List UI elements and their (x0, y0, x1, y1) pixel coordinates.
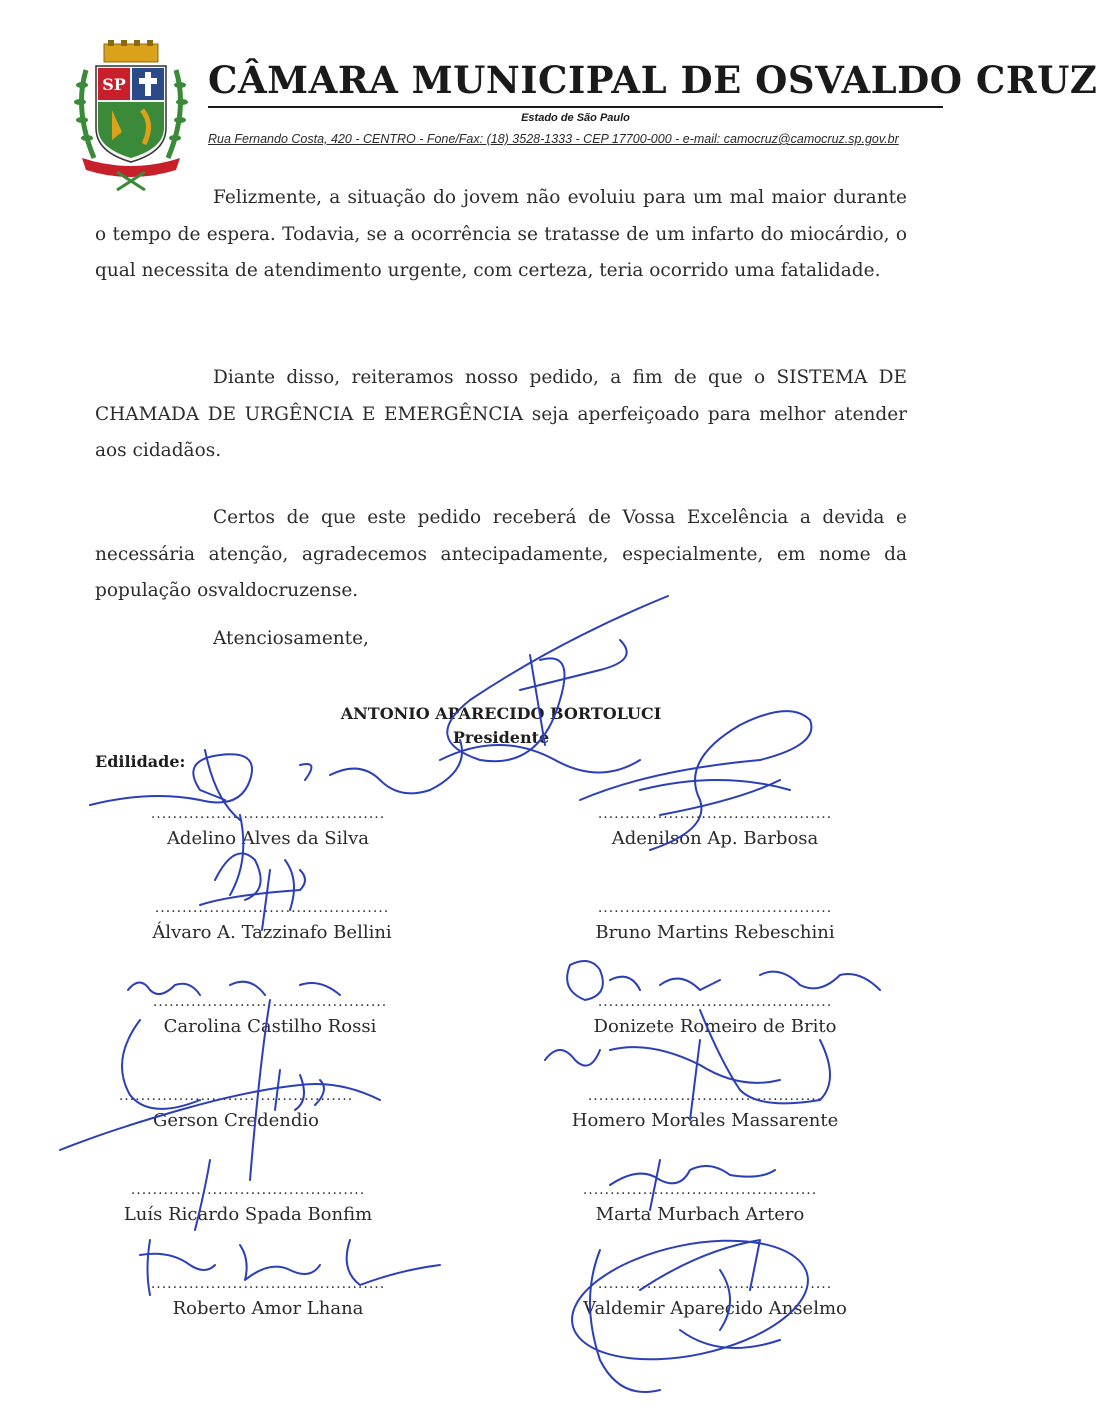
member-signature-block (545, 1090, 865, 1131)
member-name: Roberto Amor Lhana (172, 1298, 364, 1319)
signature-line: ........................................... (597, 900, 833, 916)
signature-line: ........................................... (150, 806, 386, 822)
signature-line: ........................................... (597, 806, 833, 822)
signature-line: ........................................... (587, 1088, 823, 1104)
council-label: Edilidade: (95, 752, 186, 771)
member-name: Luís Ricardo Spada Bonfim (123, 1204, 373, 1225)
signature-line: ........................................... (597, 1276, 833, 1292)
member-name: Gerson Credendio (153, 1110, 319, 1131)
signature-line: ........................................... (597, 994, 833, 1010)
signature-line: ........................................... (154, 900, 390, 916)
member-signature-block (76, 1090, 396, 1131)
president-role: Presidente (452, 728, 550, 747)
crest-initials: SP (102, 75, 126, 94)
member-name: Valdemir Aparecido Anselmo (583, 1298, 847, 1319)
closing-salutation: Atenciosamente, (213, 628, 369, 649)
member-name: Carolina Castilho Rossi (163, 1016, 377, 1037)
member-name: Bruno Martins Rebeschini (595, 922, 835, 943)
contact-address: Rua Fernando Costa, 420 - CENTRO - Fone/Fax: (18) 3528-1333 - CEP 17700-000 - e-mail: camocruz@camocruz.sp.gov.br (208, 132, 899, 146)
signature-line: ........................................... (582, 1182, 818, 1198)
member-signature-block (112, 902, 432, 943)
body-paragraph-1: Felizmente, a situação do jovem não evoluiu para um mal maior durante o tempo de espera. Todavia, se a ocorrência se tratasse de um infarto do miocárdio, o qual necessita de atendimento urgente, com certeza, teria ocorrido uma fatalidade. (95, 187, 907, 281)
state-label: Estado de São Paulo (521, 112, 630, 124)
member-signature-block (555, 808, 875, 849)
president-name: ANTONIO APARECIDO BORTOLUCI (340, 704, 662, 723)
member-name: Homero Morales Massarente (571, 1110, 839, 1131)
signature-line: ........................................... (130, 1182, 366, 1198)
signature-line: ........................................... (150, 1276, 386, 1292)
member-signature-block (88, 1184, 408, 1225)
member-signature-block (108, 1278, 428, 1319)
body-paragraph-2: Diante disso, reiteramos nosso pedido, a fim de que o SISTEMA DE CHAMADA DE URGÊNCIA E EMERGÊNCIA seja aperfeiçoado para melhor atender aos cidadãos. (95, 367, 907, 461)
member-signature-block (540, 1184, 860, 1225)
municipal-crest-icon (72, 40, 190, 190)
member-signature-block (110, 996, 430, 1037)
body-paragraph-3: Certos de que este pedido receberá de Vossa Excelência a devida e necessária atenção, agradecemos antecipadamente, especialmente, em nome da população osvaldocruzense. (95, 507, 907, 601)
member-signature-block (555, 902, 875, 943)
member-signature-block (555, 996, 875, 1037)
member-name: Marta Murbach Artero (595, 1204, 805, 1225)
signature-line: ........................................... (118, 1088, 354, 1104)
member-name: Álvaro A. Tazzinafo Bellini (152, 922, 392, 943)
member-name: Adenilson Ap. Barbosa (611, 828, 819, 849)
member-name: Donizete Romeiro de Brito (593, 1016, 837, 1037)
member-signature-block (108, 808, 428, 849)
member-signature-block (555, 1278, 875, 1319)
org-name: CÂMARA MUNICIPAL DE OSVALDO CRUZ (208, 58, 1097, 102)
header-rule (208, 106, 943, 108)
member-name: Adelino Alves da Silva (166, 828, 370, 849)
signature-line: ........................................... (152, 994, 388, 1010)
